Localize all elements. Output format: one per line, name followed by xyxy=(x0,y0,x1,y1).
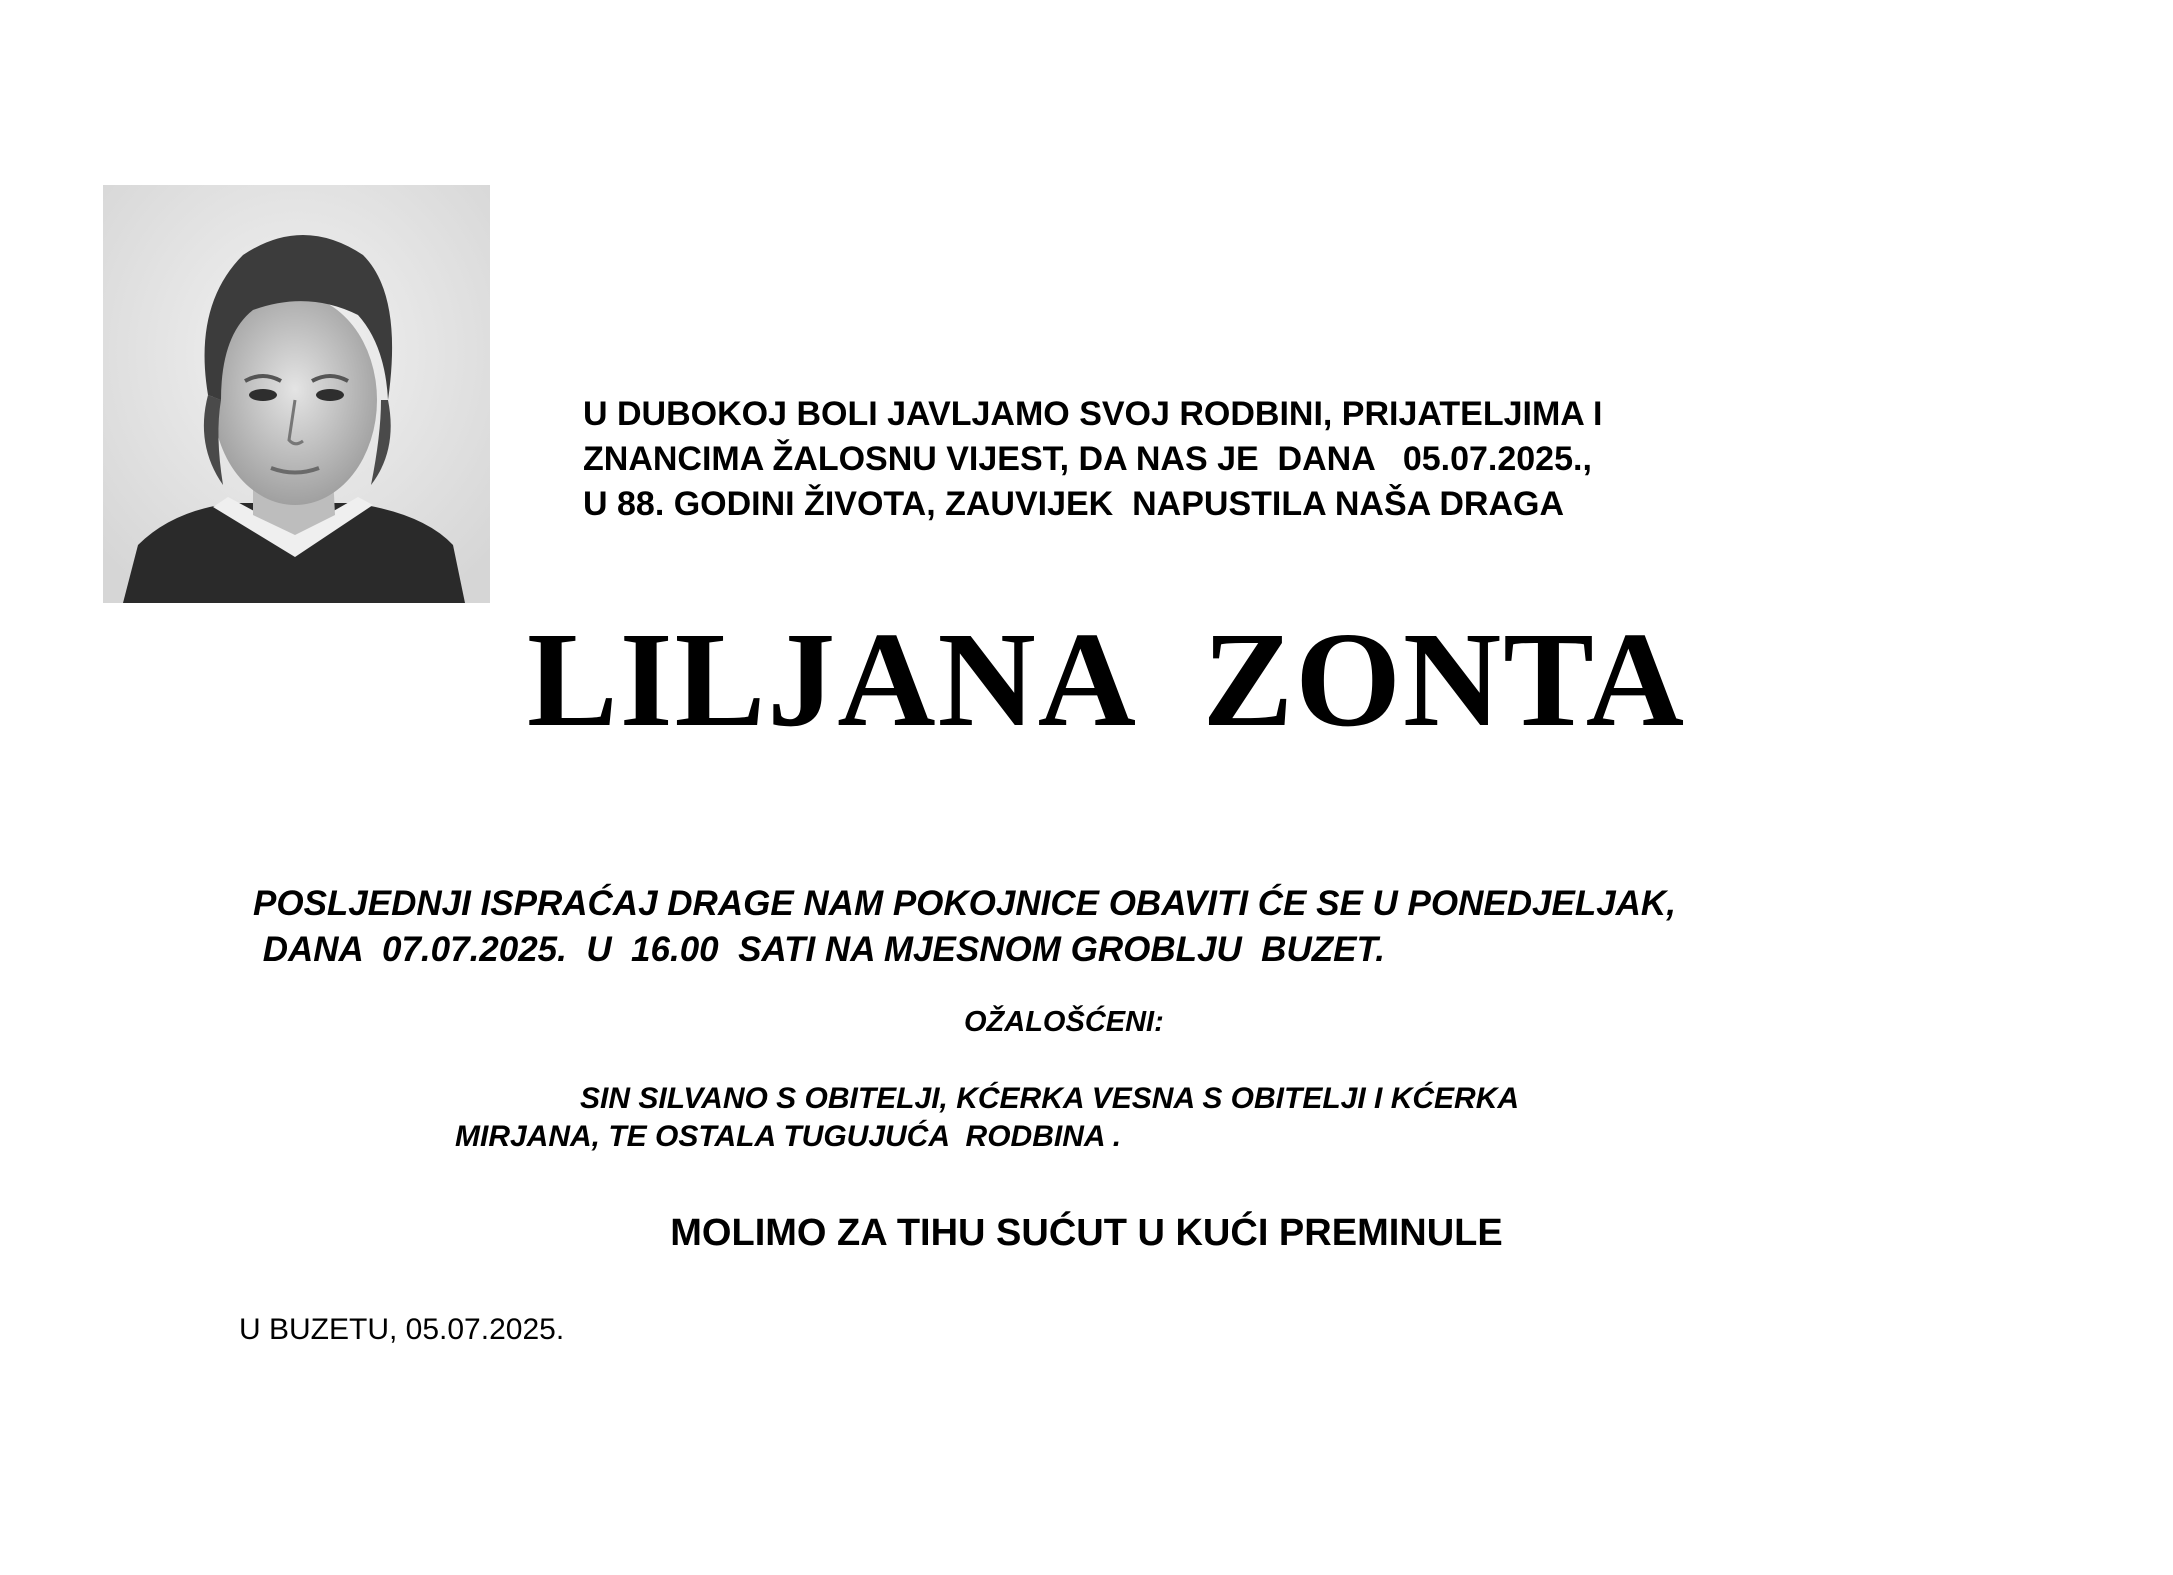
funeral-details: POSLJEDNJI ISPRAĆAJ DRAGE NAM POKOJNICE OBAVITI ĆE SE U PONEDJELJAK, DANA 07.07.2025. U 16.00 SATI NA MJESNOM GROBLJU BUZET. xyxy=(253,884,1676,969)
condolence-request: MOLIMO ZA TIHU SUĆUT U KUĆI PREMINULE xyxy=(670,1212,1503,1254)
mourners-list: SIN SILVANO S OBITELJI, KĆERKA VESNA S OBITELJI I KĆERKA MIRJANA, TE OSTALA TUGUJUĆA RODBINA . xyxy=(455,1082,1520,1153)
announcement-intro: U DUBOKOJ BOLI JAVLJAMO SVOJ RODBINI, PRIJATELJIMA I ZNANCIMA ŽALOSNU VIJEST, DA NAS JE DANA 05.07.2025., U 88. GODINI ŽIVOTA, ZAUVIJEK NAPUSTILA NAŠA DRAGA xyxy=(583,395,1603,523)
deceased-name: LILJANA ZONTA xyxy=(526,605,1687,755)
portrait-photo xyxy=(103,185,490,603)
place-and-date: U BUZETU, 05.07.2025. xyxy=(239,1313,565,1346)
mourners-heading: OŽALOŠĆENI: xyxy=(964,1006,1164,1038)
